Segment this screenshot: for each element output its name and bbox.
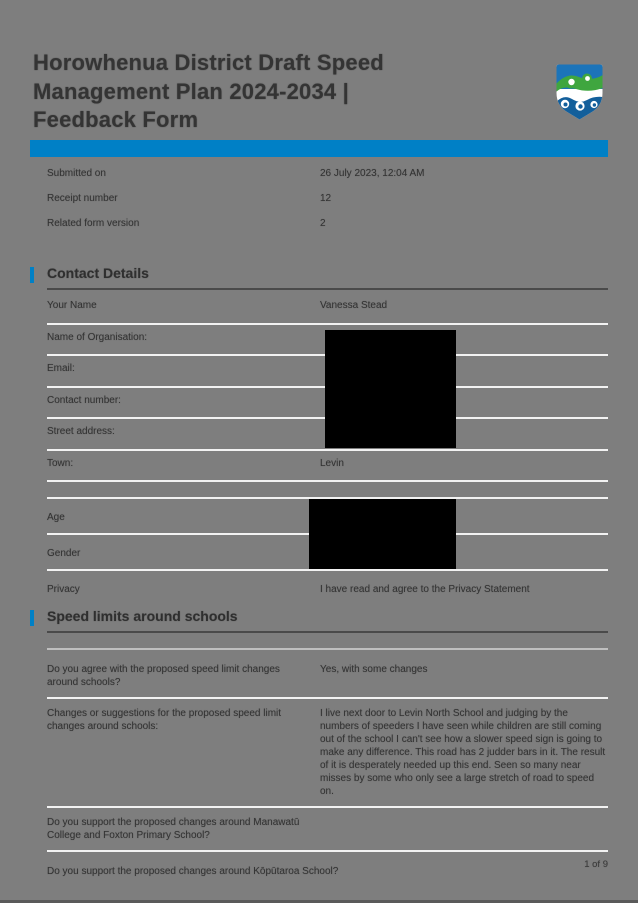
question-row	[47, 655, 608, 699]
meta-row	[47, 189, 608, 214]
redaction-box	[309, 499, 456, 569]
council-crest-logo	[556, 64, 603, 120]
field-label: Street address:	[47, 426, 115, 437]
field-label: Age	[47, 512, 65, 523]
schools-qa-table	[47, 655, 608, 886]
section-heading: Contact Details	[47, 265, 608, 290]
field-label: Email:	[47, 363, 75, 374]
submission-meta	[47, 164, 608, 239]
page-number: 1 of 9	[584, 859, 608, 870]
field-label: Related form version	[47, 218, 140, 229]
redaction-box	[325, 330, 456, 448]
meta-row	[47, 164, 608, 189]
field-value: I have read and agree to the Privacy Statement	[320, 584, 530, 595]
table-row	[47, 571, 608, 607]
field-value: Levin	[320, 457, 344, 469]
table-row	[47, 293, 608, 325]
field-value: 26 July 2023, 12:04 AM	[320, 168, 425, 179]
question-label: Do you support the proposed changes around Kōpūtaroa School?	[47, 866, 339, 877]
schools-section-header	[30, 608, 608, 633]
field-value: Vanessa Stead	[320, 300, 388, 311]
question-label: Do you support the proposed changes around Manawatū College and Foxton Primary School?	[47, 817, 300, 841]
field-label: Contact number:	[47, 394, 121, 406]
section-heading: Speed limits around schools	[47, 608, 608, 633]
field-label: Receipt number	[47, 193, 118, 204]
title-accent-bar	[30, 140, 608, 157]
page-title: Horowhenua District Draft Speed Management Plan 2024-2034 | Feedback Form	[33, 50, 384, 132]
field-value: 2	[320, 218, 326, 229]
field-label: Name of Organisation:	[47, 331, 148, 343]
field-label: Gender	[47, 548, 81, 559]
table-row	[47, 451, 608, 483]
answer-value	[320, 816, 608, 842]
shield-waves-icon	[556, 64, 603, 120]
question-label: Changes or suggestions for the proposed speed limit changes around schools:	[47, 708, 282, 732]
meta-row	[47, 214, 608, 239]
answer-value: I live next door to Levin North School and judging by the numbers of speeders I have seen while children are still coming out of the school I can't see how a slower speed sign is going to make any difference. This road has 2 judder bars in it. The result of it is desperately needed up this end. Seen so many near misses by some who only see a large stretch of road to speed on.	[320, 708, 606, 797]
question-row	[47, 699, 608, 808]
section-accent-tick	[30, 267, 34, 283]
contact-details-section-header	[30, 265, 608, 290]
field-label: Submitted on	[47, 168, 106, 179]
question-row	[47, 808, 608, 852]
field-label: Your Name	[47, 300, 97, 311]
divider	[47, 648, 608, 650]
section-accent-tick	[30, 610, 34, 626]
field-label: Town:	[47, 457, 74, 469]
question-label: Do you agree with the proposed speed limit changes around schools?	[47, 664, 280, 688]
field-label: Privacy	[47, 584, 80, 595]
answer-value: Yes, with some changes	[320, 664, 428, 675]
field-value: 12	[320, 193, 332, 204]
